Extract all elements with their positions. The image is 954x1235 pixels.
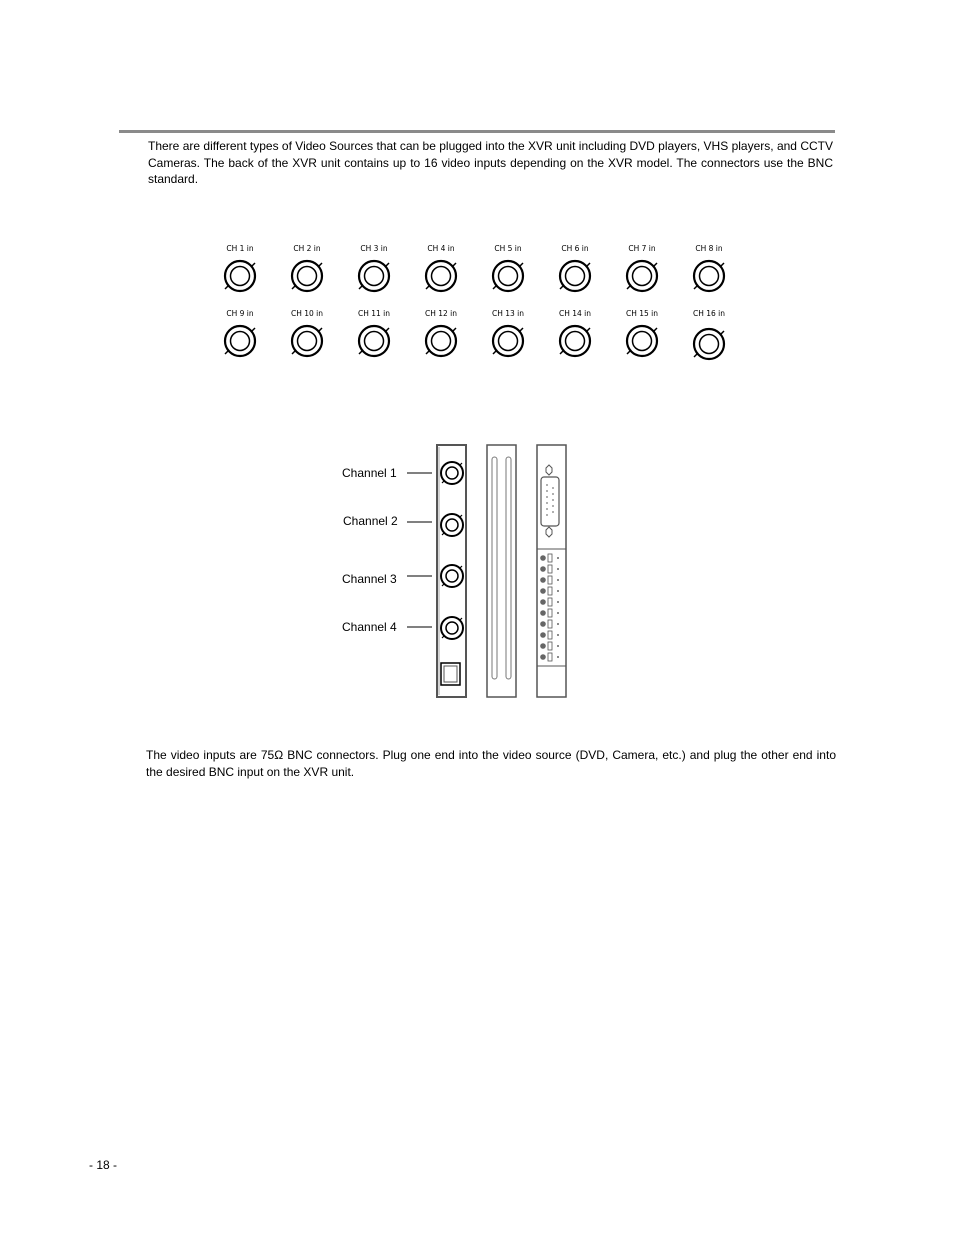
bnc-label: CH 11 in [357, 309, 391, 318]
bnc-input-ch7 [622, 244, 662, 306]
bnc-label: CH 2 in [293, 244, 321, 253]
bnc-connector-icon [490, 323, 526, 359]
bnc-connector-icon [356, 323, 392, 359]
connector-paragraph: The video inputs are 75Ω BNC connectors. Plug one end into the video source (DVD, Camera, etc.) and plug the other end into the desired BNC input on the XVR unit. [146, 748, 836, 779]
bnc-connector-icon [624, 258, 660, 294]
screw-icon [546, 527, 552, 537]
channel-2-connector-icon [441, 514, 463, 536]
bnc-input-ch5 [488, 244, 528, 306]
channel-4-label: Channel 4 [342, 620, 397, 634]
bnc-label: CH 1 in [226, 244, 254, 253]
bnc-connector-icon [557, 258, 593, 294]
bnc-input-ch14 [555, 309, 595, 371]
bnc-input-ch9 [220, 309, 260, 371]
bnc-label: CH 13 in [491, 309, 525, 318]
panel-drawing [330, 440, 580, 705]
channel-1-connector-icon [441, 462, 463, 484]
bnc-connector-icon [490, 258, 526, 294]
io-card [537, 445, 566, 697]
channel-4-connector-icon [441, 617, 463, 639]
channel-3-connector-icon [441, 565, 463, 587]
square-port-icon [441, 663, 460, 685]
bnc-input-ch1 [220, 244, 260, 306]
screw-icon [546, 465, 552, 475]
bnc-connector-icon [289, 258, 325, 294]
bnc-input-ch10 [287, 309, 327, 371]
bnc-connector-icon [289, 323, 325, 359]
page-number: - 18 - [89, 1158, 118, 1172]
bnc-input-ch4 [421, 244, 461, 306]
rear-panel-diagram [330, 440, 580, 705]
bnc-input-ch3 [354, 244, 394, 306]
bnc-input-ch6 [555, 244, 595, 306]
bnc-label: CH 8 in [695, 244, 723, 253]
channel-1-label: Channel 1 [342, 466, 397, 480]
bnc-connector-icon [691, 258, 727, 294]
bnc-connector-icon [691, 326, 727, 362]
bnc-label: CH 14 in [558, 309, 592, 318]
bnc-input-ch2 [287, 244, 327, 306]
bnc-connector-icon [222, 258, 258, 294]
bnc-label: CH 6 in [561, 244, 589, 253]
bnc-label: CH 3 in [360, 244, 388, 253]
channel-3-label: Channel 3 [342, 572, 397, 586]
bnc-input-ch15 [622, 309, 662, 371]
bnc-label: CH 9 in [226, 309, 254, 318]
bnc-input-card [437, 445, 466, 697]
bnc-connector-icon [423, 258, 459, 294]
serial-port-icon [541, 477, 559, 526]
bnc-input-ch12 [421, 309, 461, 371]
bnc-connector-icon [423, 323, 459, 359]
bnc-label: CH 5 in [494, 244, 522, 253]
channel-2-label: Channel 2 [343, 514, 398, 528]
intro-paragraph: There are different types of Video Sources that can be plugged into the XVR unit including DVD players, VHS players, and CCTV Cameras. The back of the XVR unit contains up to 16 video inputs depending on the XVR model. The connectors use the BNC standard. [148, 139, 833, 186]
bnc-label: CH 4 in [427, 244, 455, 253]
bnc-input-ch16 [689, 309, 729, 371]
bnc-label: CH 16 in [692, 309, 726, 318]
bnc-label: CH 12 in [424, 309, 458, 318]
blank-slot-cover [487, 445, 516, 697]
bnc-connector-icon [356, 258, 392, 294]
bnc-connector-icon [222, 323, 258, 359]
bnc-label: CH 15 in [625, 309, 659, 318]
bnc-input-ch8 [689, 244, 729, 306]
bnc-label: CH 7 in [628, 244, 656, 253]
bnc-input-diagram [220, 240, 740, 370]
bnc-connector-icon [624, 323, 660, 359]
bnc-input-ch13 [488, 309, 528, 371]
bnc-connector-icon [557, 323, 593, 359]
bnc-label: CH 10 in [290, 309, 324, 318]
section-divider [119, 130, 835, 133]
bnc-input-ch11 [354, 309, 394, 371]
